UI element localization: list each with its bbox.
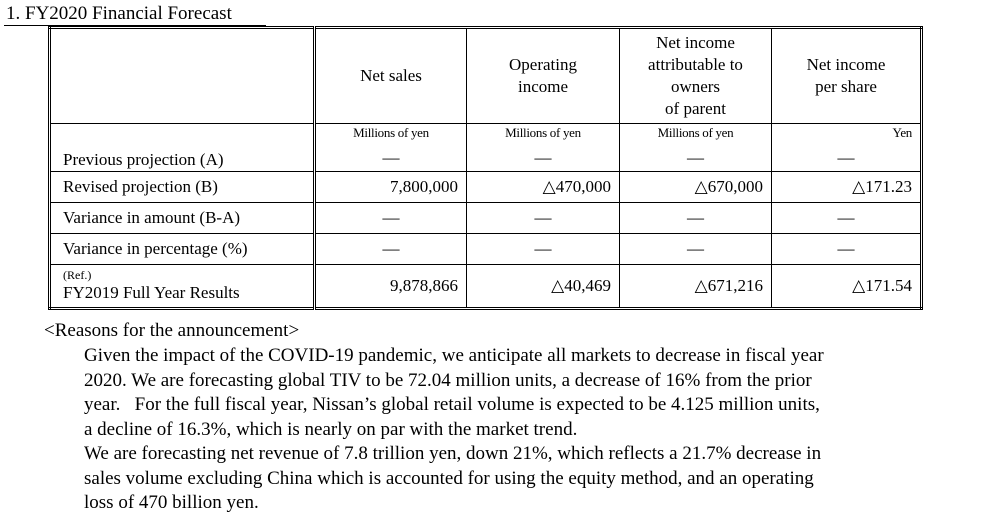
col-header-line: attributable to [648,55,743,74]
cell-value: 9,878,866 [315,265,467,309]
unit-label: Millions of yen [505,125,581,140]
cell-value: — [772,234,922,265]
cell [772,124,922,172]
cell-value: — [382,148,400,167]
cell-value: — [534,148,552,167]
unit-label: Millions of yen [353,125,429,140]
cell-value: △670,000 [620,172,772,203]
cell-value: — [620,203,772,234]
cell-value: △671,216 [620,265,772,309]
col-header-net-income [620,28,772,124]
table-row [50,124,922,172]
reasons-line: sales volume excluding China which is accounted for using the equity method, and an operating [84,467,814,489]
cell-value: — [467,234,620,265]
row-label-text: FY2019 Full Year Results [63,282,240,302]
col-header-line: of parent [665,99,726,118]
col-header-line: Operating [509,55,577,74]
cell [315,124,467,172]
reasons-heading: <Reasons for the announcement> [44,320,300,341]
cell [467,124,620,172]
reasons-line: 2020. We are forecasting global TIV to be 72.04 million units, a decrease of 16% from the prior [84,369,812,391]
cell-value: — [772,203,922,234]
reasons-line: loss of 470 billion yen. [84,492,259,513]
header-row [50,28,922,124]
reasons-body [84,344,934,516]
table-row [50,234,922,265]
cell-value: △171.54 [772,265,922,309]
cell-value: △171.23 [772,172,922,203]
cell-value: — [467,203,620,234]
cell-value: △40,469 [467,265,620,309]
reasons-line: Given the impact of the COVID-19 pandemic, we anticipate all markets to decrease in fiscal year [84,345,824,366]
row-label [50,265,315,309]
section-title: 1. FY2020 Financial Forecast [6,3,232,24]
row-label: Previous projection (A) [50,124,315,172]
row-label: Variance in percentage (%) [50,234,315,265]
cell [620,124,772,172]
unit-label: Yen [892,125,912,140]
row-label: Variance in amount (B-A) [50,203,315,234]
reasons-line: a decline of 16.3%, which is nearly on par with the market trend. [84,418,578,440]
table-row [50,172,922,203]
ref-label: (Ref.) [63,267,92,282]
cell-value: △470,000 [467,172,620,203]
col-header-line: Net income [806,55,886,74]
col-header-line: Net income [656,33,735,52]
header-corner [50,28,315,124]
unit-label: Millions of yen [657,125,734,140]
col-header-eps [772,28,922,124]
table-row [50,265,922,309]
reasons-line: year. For the full fiscal year, Nissan’s global retail volume is expected to be 4.125 million units, [84,394,820,415]
col-header-line: per share [815,77,877,96]
cell-value: — [620,234,772,265]
col-header-line: Net sales [360,66,422,85]
col-header-operating-income [467,28,620,124]
cell-value: — [315,203,467,234]
reasons-line: We are forecasting net revenue of 7.8 trillion yen, down 21%, which reflects a 21.7% decrease in [84,443,822,464]
cell-value: — [315,234,467,265]
col-header-line: owners [670,77,721,96]
cell-value: — [687,148,704,167]
table-row [50,203,922,234]
cell-value: — [837,148,855,167]
forecast-table [48,26,923,310]
row-label: Revised projection (B) [50,172,315,203]
col-header-net-sales [315,28,467,124]
cell-value: 7,800,000 [315,172,467,203]
col-header-line: income [517,77,569,96]
